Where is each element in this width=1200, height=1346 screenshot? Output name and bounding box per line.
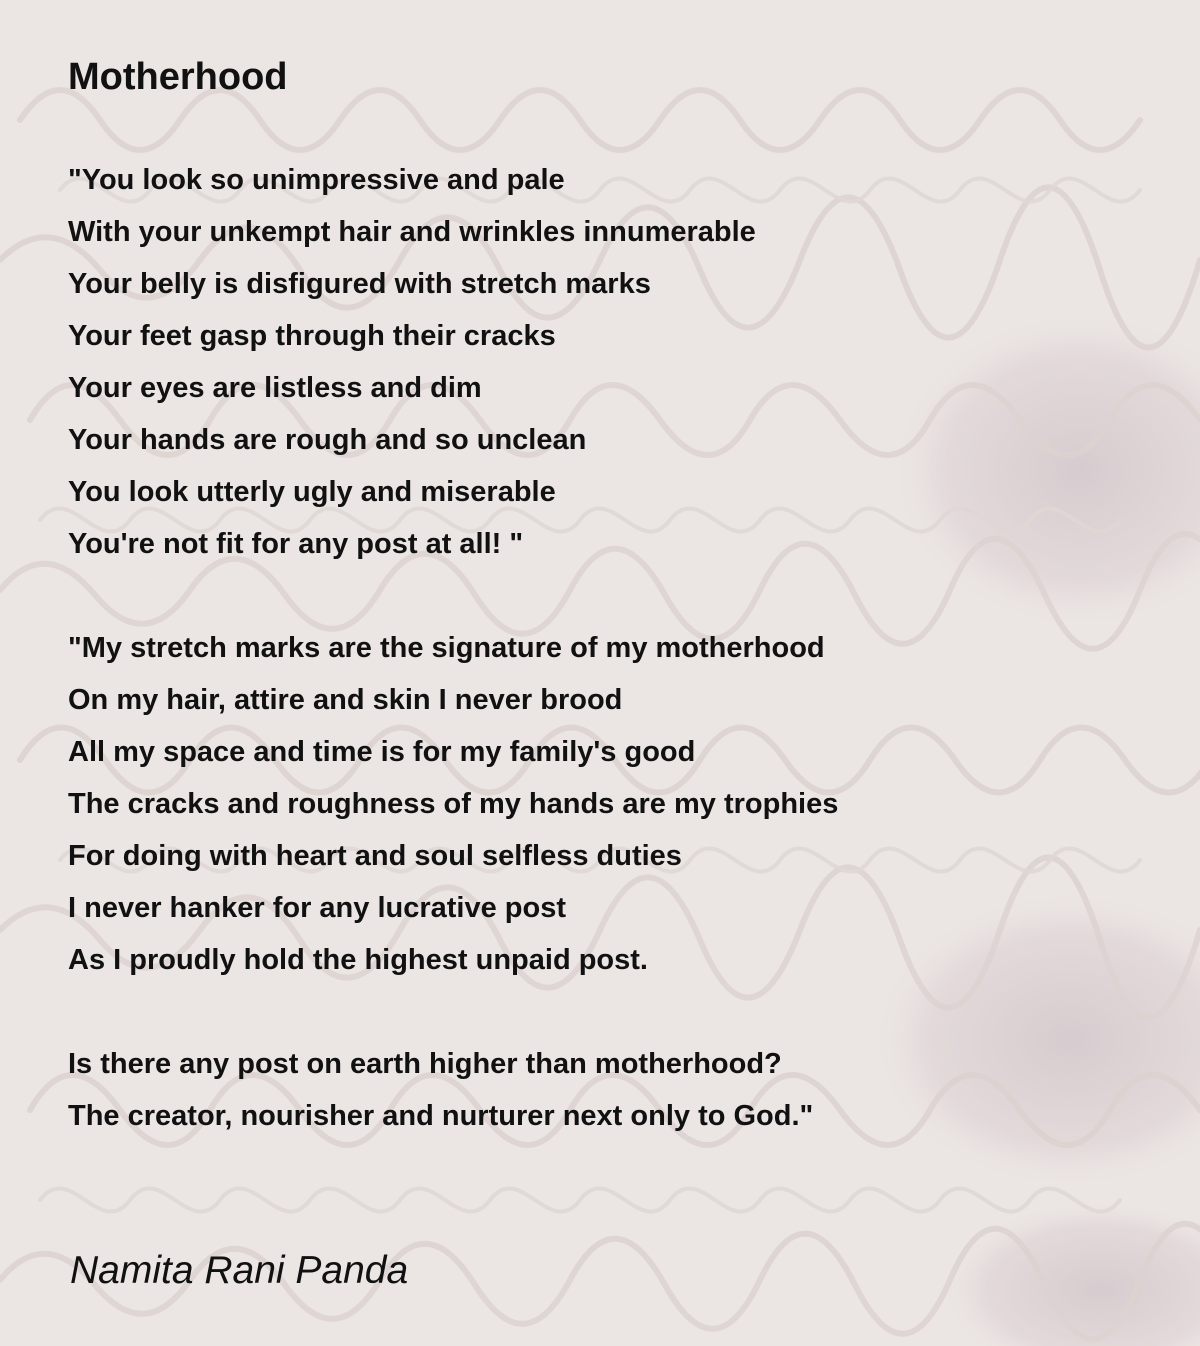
poem-line: Your eyes are listless and dim bbox=[68, 372, 482, 404]
poem-line: You're not fit for any post at all! " bbox=[68, 528, 524, 560]
poem-line: For doing with heart and soul selfless duties bbox=[68, 840, 682, 872]
poem-line: As I proudly hold the highest unpaid post. bbox=[68, 944, 648, 976]
poem-line: I never hanker for any lucrative post bbox=[68, 892, 567, 924]
poem-body bbox=[68, 154, 1128, 1142]
stanza-break bbox=[68, 570, 1128, 622]
poem-author: Namita Rani Panda bbox=[70, 1249, 409, 1292]
poem-line: Your belly is disfigured with stretch marks bbox=[68, 268, 651, 300]
poem-line: On my hair, attire and skin I never brood bbox=[68, 684, 623, 716]
poem-line: "You look so unimpressive and pale bbox=[68, 164, 565, 196]
poem-line: Your feet gasp through their cracks bbox=[68, 320, 556, 352]
poem-line: The creator, nourisher and nurturer next only to God." bbox=[68, 1100, 814, 1132]
poem-line: "My stretch marks are the signature of my motherhood bbox=[68, 632, 825, 664]
poem-line: Your hands are rough and so unclean bbox=[68, 424, 587, 456]
poem-line: You look utterly ugly and miserable bbox=[68, 476, 556, 508]
poem-line: All my space and time is for my family's good bbox=[68, 736, 696, 768]
poem-line: The cracks and roughness of my hands are my trophies bbox=[68, 788, 839, 820]
poem-line: Is there any post on earth higher than motherhood? bbox=[68, 1048, 782, 1080]
poem-line: With your unkempt hair and wrinkles innumerable bbox=[68, 216, 756, 248]
stanza-break bbox=[68, 986, 1128, 1038]
poem-title: Motherhood bbox=[68, 56, 288, 98]
